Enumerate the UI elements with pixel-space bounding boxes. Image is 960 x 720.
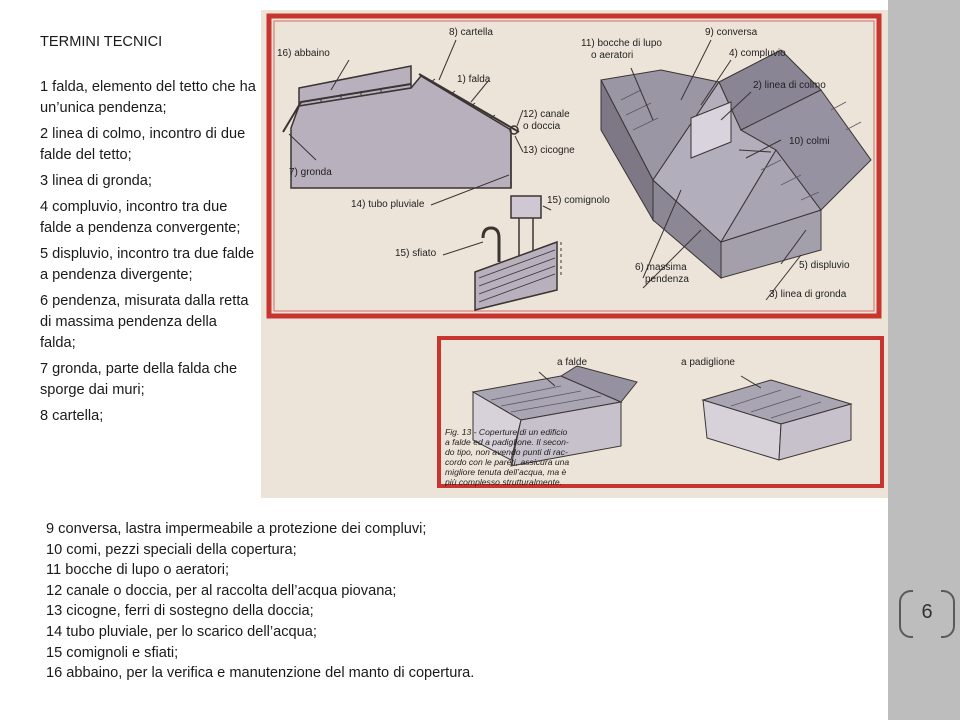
caption-line: cordo con le pareti, assicura una [445, 457, 570, 467]
term-item: 11 bocche di lupo o aeratori; [46, 562, 230, 579]
label-o-doccia: o doccia [523, 121, 561, 132]
term-item: 14 tubo pluviale, per lo scarico dell’acqua; [46, 623, 317, 640]
term-item: 15 comignoli e sfiati; [46, 644, 179, 661]
label-displuvio: 5) displuvio [799, 260, 850, 271]
label-pendenza: pendenza [645, 274, 689, 285]
term-item: 3 linea di gronda; [40, 173, 152, 189]
term-item: 12 canale o doccia, per al raccolta dell’acqua piovana; [46, 582, 397, 599]
term-item: 4 compluvio, incontro tra due falde a pendenza convergente; [40, 199, 241, 236]
label-cicogne: 13) cicogne [523, 145, 575, 156]
label-sfiato: 15) sfiato [395, 248, 437, 259]
term-item: 7 gronda, parte della falda che sporge dai muri; [40, 361, 238, 398]
label-tubo-pluviale: 14) tubo pluviale [351, 199, 425, 210]
label-linea-gronda: 3) linea di gronda [769, 289, 847, 300]
label-bocche: 11) bocche di lupo [581, 38, 662, 49]
page-number-badge [899, 590, 955, 636]
label-massima: 6) massima [635, 262, 687, 273]
caption-line: migliore tenuta dell’acqua, ma è [445, 467, 567, 477]
term-item: 8 cartella; [40, 408, 104, 424]
label-comignolo: 15) comignolo [547, 195, 610, 206]
label-aeratori: o aeratori [591, 50, 634, 61]
roof-diagram-scan [261, 10, 888, 498]
term-item: 1 falda, elemento del tetto che ha un’unica pendenza; [40, 79, 256, 116]
page-number: 6 [921, 601, 933, 623]
slide-title: TERMINI TECNICI [40, 34, 163, 50]
term-item: 10 comi, pezzi speciali della copertura; [46, 541, 297, 558]
label-falda: 1) falda [457, 74, 491, 85]
label-canale: 12) canale [523, 109, 570, 120]
terms-continued [46, 519, 886, 684]
label-abbaino: 16) abbaino [277, 48, 330, 59]
label-linea-colmo: 2) linea di colmo [753, 80, 826, 91]
term-item: 2 linea di colmo, incontro di due falde del tetto; [40, 126, 246, 163]
term-item: 13 cicogne, ferri di sostegno della doccia; [46, 603, 314, 620]
term-item: 9 conversa, lastra impermeabile a protezione dei compluvi; [46, 521, 427, 537]
term-item: 6 pendenza, misurata dalla retta di massima pendenza della falda; [40, 293, 249, 351]
caption-line: do tipo, non avendo punti di rac- [445, 447, 568, 457]
label-gronda: 7) gronda [289, 167, 332, 178]
term-item: 5 displuvio, incontro tra due falde a pendenza divergente; [40, 246, 255, 283]
label-compluvio: 4) compluvio [729, 48, 786, 59]
label-colmi: 10) colmi [789, 136, 830, 147]
caption-line: a falde ed a padiglione. Il secon- [445, 437, 569, 447]
terms-column [40, 32, 256, 432]
label-cartella: 8) cartella [449, 27, 493, 38]
figure-caption [444, 427, 569, 487]
term-item: 16 abbaino, per la verifica e manutenzione del manto di copertura. [46, 665, 475, 682]
caption-line: Fig. 13 - Coperture di un edificio [445, 427, 568, 437]
label-a-padiglione: a padiglione [681, 357, 735, 368]
label-a-falde: a falde [557, 357, 588, 368]
label-conversa: 9) conversa [705, 27, 758, 38]
caption-line: più complesso strutturalmente. [445, 477, 563, 487]
